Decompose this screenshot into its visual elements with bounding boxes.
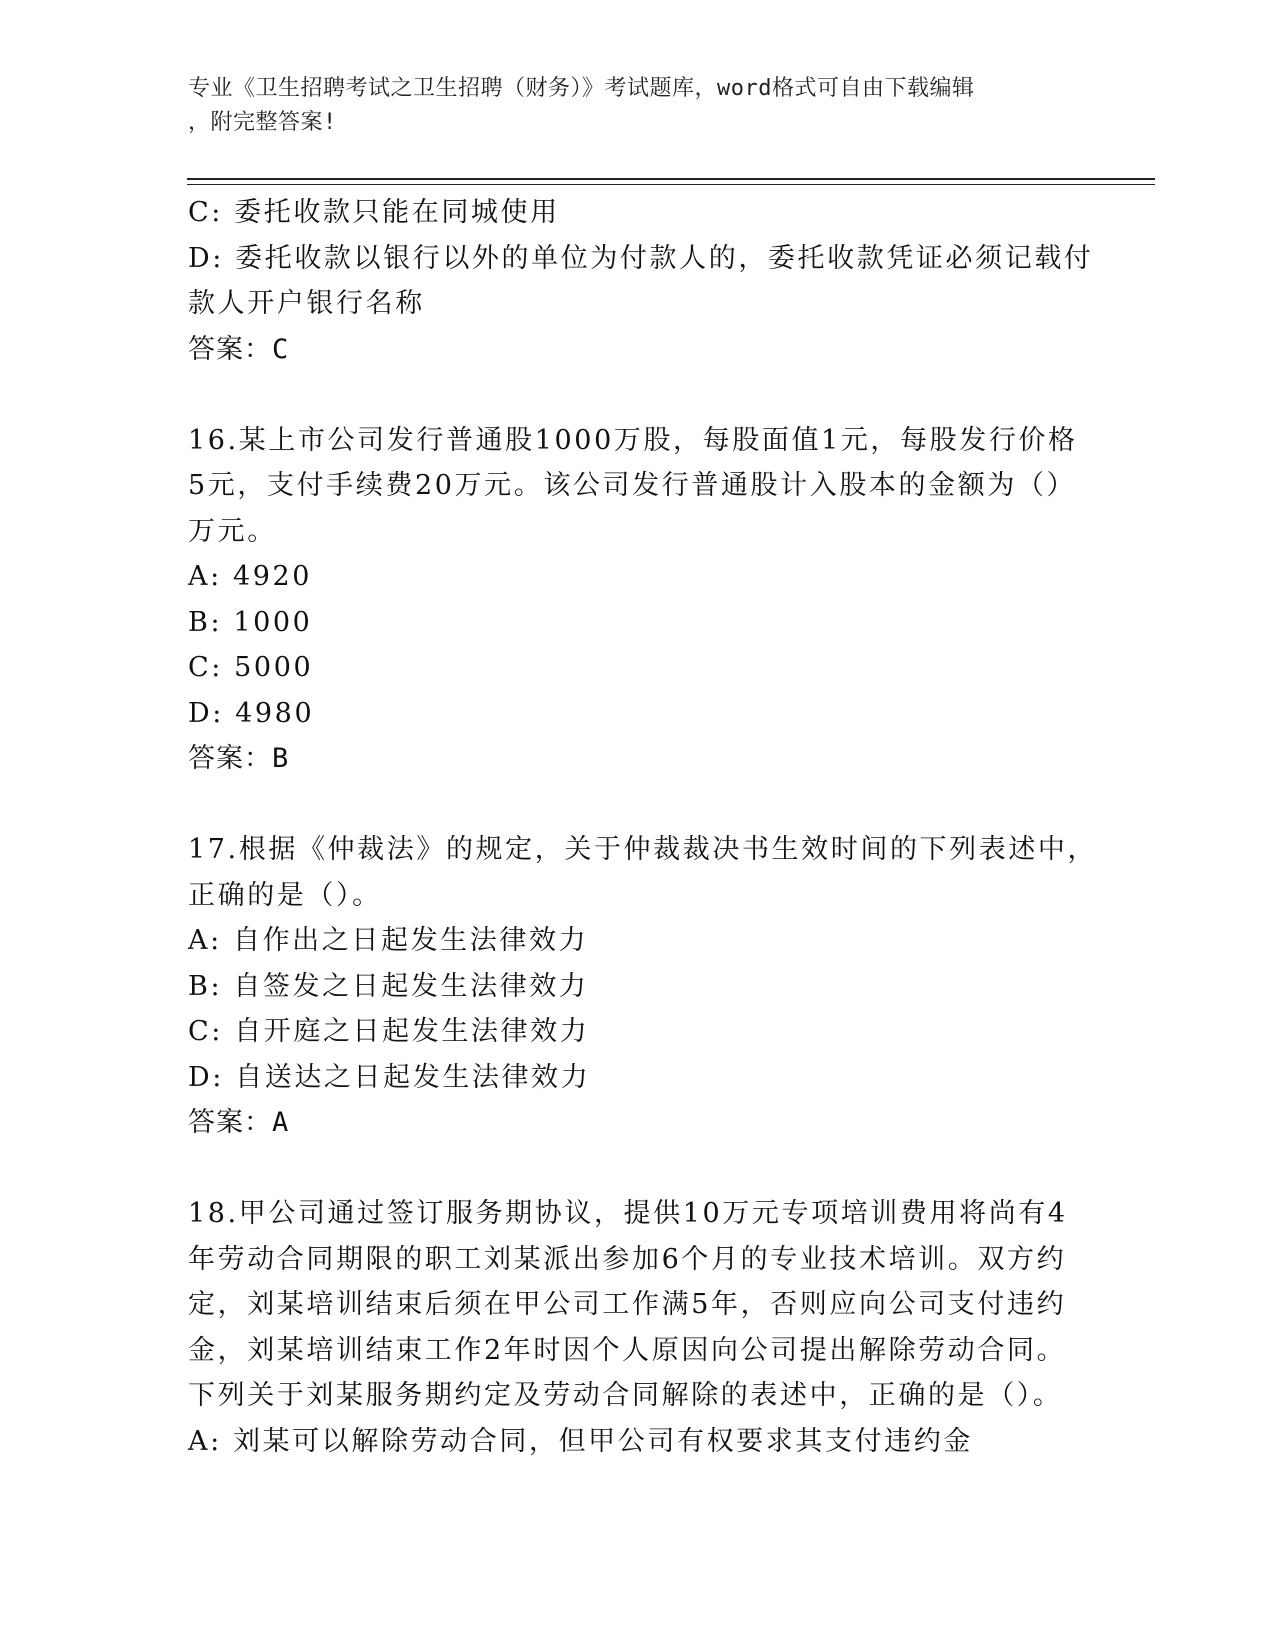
question-stem: 18.甲公司通过签订服务期协议，提供10万元专项培训费用将尚有4 bbox=[188, 1198, 1068, 1229]
question-15-tail bbox=[188, 190, 1094, 372]
header-line: ，附完整答案! bbox=[188, 110, 337, 135]
question-stem: 下列关于刘某服务期约定及劳动合同解除的表述中，正确的是（）。 bbox=[188, 1380, 1063, 1411]
question-18 bbox=[188, 1191, 1088, 1464]
header-rule bbox=[187, 178, 1155, 180]
option-d: D: 自送达之日起发生法律效力 bbox=[188, 1061, 591, 1093]
question-stem: 定，刘某培训结束后须在甲公司工作满5年，否则应向公司支付违约 bbox=[188, 1289, 1067, 1320]
question-stem: 金，刘某培训结束工作2年时因个人原因向公司提出解除劳动合同。 bbox=[188, 1334, 1067, 1366]
question-17 bbox=[188, 827, 1098, 1146]
answer: 答案：C bbox=[188, 333, 290, 365]
header-line: 专业《卫生招聘考试之卫生招聘（财务）》考试题库，word格式可自由下载编辑 bbox=[188, 76, 975, 101]
option-c: C: 自开庭之日起发生法律效力 bbox=[188, 1016, 590, 1047]
question-16 bbox=[188, 418, 1088, 782]
question-stem: 17.根据《仲裁法》的规定，关于仲裁裁决书生效时间的下列表述中， bbox=[188, 834, 1098, 865]
option-d: D: 4980 bbox=[188, 697, 315, 729]
option-a: A: 自作出之日起发生法律效力 bbox=[188, 925, 589, 956]
answer: 答案：A bbox=[188, 1107, 290, 1138]
header-rule-thin bbox=[187, 184, 1155, 185]
question-stem: 16.某上市公司发行普通股1000万股，每股面值1元，每股发行价格 bbox=[188, 424, 1078, 456]
option-b: B: 1000 bbox=[188, 606, 313, 638]
answer: 答案：B bbox=[188, 743, 290, 774]
question-stem: 年劳动合同期限的职工刘某派出参加6个月的专业技术培训。双方约 bbox=[188, 1243, 1067, 1275]
question-stem: 5元，支付手续费20万元。该公司发行普通股计入股本的金额为（） bbox=[188, 470, 1077, 501]
option-c: C: 委托收款只能在同城使用 bbox=[188, 197, 560, 228]
question-stem: 万元。 bbox=[188, 515, 277, 547]
option-a: A: 刘某可以解除劳动合同，但甲公司有权要求其支付违约金 bbox=[188, 1425, 973, 1457]
option-a: A: 4920 bbox=[188, 561, 313, 592]
option-b: B: 自签发之日起发生法律效力 bbox=[188, 970, 589, 1002]
option-c: C: 5000 bbox=[188, 652, 314, 683]
page-header bbox=[188, 72, 1068, 140]
option-d: D: 委托收款以银行以外的单位为付款人的，委托收款凭证必须记载付 bbox=[188, 242, 1094, 274]
option-d-cont: 款人开户银行名称 bbox=[188, 288, 425, 319]
document-body bbox=[188, 190, 1098, 1464]
question-stem: 正确的是（）。 bbox=[188, 879, 382, 911]
